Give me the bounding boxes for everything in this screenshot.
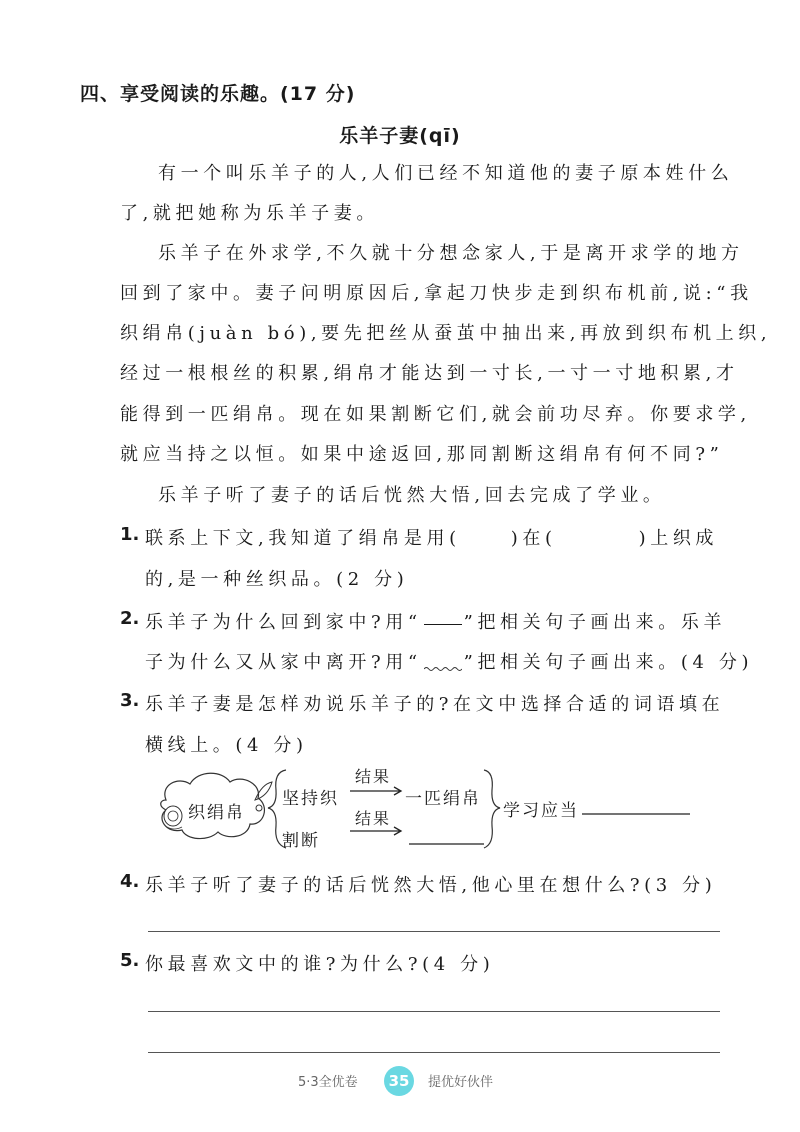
lower-start-label: 割断: [282, 831, 320, 851]
question-2-text-d: ”把相关句子画出来。(4 分): [463, 652, 754, 673]
answer-line[interactable]: [148, 1011, 720, 1012]
story-line: 织绢帛(juàn bó),要先把丝从蚕茧中抽出来,再放到织布机上织,: [120, 323, 772, 344]
story-title: 乐羊子妻(qī): [339, 125, 461, 147]
story-line: 回到了家中。妻子问明原因后,拿起刀快步走到织布机前,说:“我: [120, 283, 753, 304]
upper-start-label: 坚持织: [282, 789, 339, 809]
section-heading: 四、享受阅读的乐趣。(17 分): [80, 83, 356, 105]
question-number: 3.: [120, 690, 140, 711]
answer-line[interactable]: [148, 931, 720, 932]
question-2-line-1: [145, 608, 726, 634]
story-line: 经过一根根丝的积累,绢帛才能达到一寸长,一寸一寸地积累,才: [120, 363, 739, 384]
story-line: 了,就把她称为乐羊子妻。: [120, 203, 379, 224]
footer-brand: 5·3全优卷: [298, 1075, 358, 1090]
wavy-underline-mark: [424, 666, 462, 672]
right-brace: [484, 770, 500, 848]
question-1-text-a: 联系上下文,我知道了绢帛是用(: [145, 528, 461, 549]
question-number: 2.: [120, 608, 140, 629]
reasoning-diagram: [0, 760, 800, 860]
question-2-text-b: ”把相关句子画出来。乐羊: [463, 612, 727, 633]
question-3-line-2: 横线上。(4 分): [145, 735, 308, 756]
question-1-text-c: )上织成: [638, 528, 719, 549]
story-line: 能得到一匹绢帛。现在如果割断它们,就会前功尽弃。你要求学,: [120, 404, 751, 425]
diagram-shapes: [0, 760, 800, 860]
upper-end-label: 一匹绢帛: [405, 789, 481, 809]
lower-arrow-label: 结果: [355, 809, 392, 828]
question-4-text: 乐羊子听了妻子的话后恍然大悟,他心里在想什么?(3 分): [145, 875, 717, 896]
snail-icon: [164, 806, 182, 829]
outcome-label: 学习应当: [503, 801, 579, 821]
question-1-text-b: )在(: [510, 528, 557, 549]
question-number: 1.: [120, 524, 140, 545]
question-3-line-1: 乐羊子妻是怎样劝说乐羊子的?在文中选择合适的词语填在: [145, 694, 725, 715]
question-1-line-1: [145, 524, 718, 550]
question-number: 5.: [120, 950, 140, 971]
question-2-line-2: [145, 648, 753, 674]
question-2-text-c: 子为什么又从家中离开?用“: [145, 652, 422, 673]
story-line: 有一个叫乐羊子的人,人们已经不知道他的妻子原本姓什么: [158, 163, 734, 184]
cloud-label: 织绢帛: [188, 803, 245, 823]
footer-slogan: 提优好伙伴: [428, 1075, 494, 1090]
page-number-badge: 35: [384, 1066, 414, 1096]
upper-arrow-label: 结果: [355, 767, 392, 786]
answer-line[interactable]: [148, 1052, 720, 1053]
story-line: 乐羊子在外求学,不久就十分想念家人,于是离开求学的地方: [158, 243, 744, 264]
question-1-line-2: 的,是一种丝织品。(2 分): [145, 569, 409, 590]
question-5-text: 你最喜欢文中的谁?为什么?(4 分): [145, 954, 495, 975]
page-footer: [0, 1065, 800, 1095]
story-line: 乐羊子听了妻子的话后恍然大悟,回去完成了学业。: [158, 485, 666, 506]
question-number: 4.: [120, 871, 140, 892]
straight-underline-mark: [424, 624, 462, 625]
question-2-text-a: 乐羊子为什么回到家中?用“: [145, 612, 422, 633]
story-line: 就应当持之以恒。如果中途返回,那同割断这绢帛有何不同?”: [120, 444, 724, 465]
